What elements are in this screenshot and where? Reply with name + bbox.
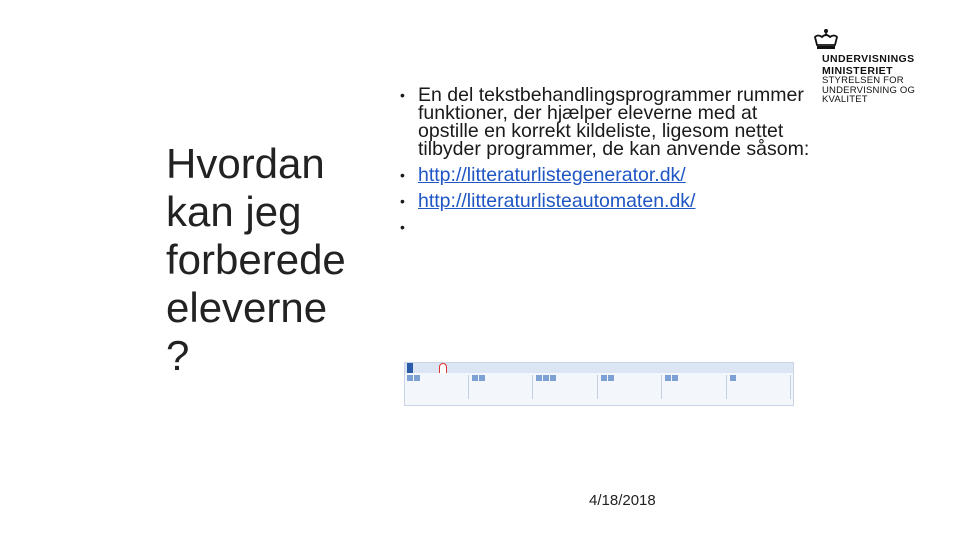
bullet-dot: • bbox=[400, 167, 405, 183]
ribbon-group bbox=[536, 375, 598, 399]
litteraturlisteautomaten-link[interactable]: http://litteraturlisteautomaten.dk/ bbox=[418, 190, 696, 212]
ribbon-groups bbox=[405, 373, 793, 401]
title-line-2: kan jeg bbox=[166, 188, 302, 235]
ministry-logo bbox=[808, 28, 948, 105]
logo-sub-1: STYRELSEN FOR bbox=[822, 75, 904, 86]
bullet-intro bbox=[396, 86, 816, 158]
bullet-dot: • bbox=[400, 87, 405, 103]
title-line-5: ? bbox=[166, 332, 190, 379]
litteraturlistegenerator-link[interactable]: http://litteraturlistegenerator.dk/ bbox=[418, 164, 686, 186]
ribbon-group bbox=[730, 375, 792, 399]
bullet-dot: • bbox=[400, 193, 405, 209]
bullet-link-2 bbox=[396, 192, 816, 210]
logo-line-2: MINISTERIET bbox=[822, 65, 893, 77]
ribbon-group bbox=[665, 375, 727, 399]
ribbon-tab bbox=[431, 363, 437, 373]
bullet-intro-text: En del tekstbehandlingsprogrammer rummer funktioner, der hjælper eleverne med at opstille en korrekt kildeliste, ligesom nettet tilbyder programmer, de kan anvende såsom: bbox=[418, 84, 810, 160]
ribbon-tab bbox=[415, 363, 421, 373]
title-line-4: eleverne bbox=[166, 284, 328, 331]
bullet-empty bbox=[396, 218, 816, 236]
crown-icon bbox=[812, 28, 840, 52]
ribbon-group bbox=[407, 375, 469, 399]
ribbon-tab bbox=[407, 363, 413, 373]
ribbon-tab bbox=[457, 363, 463, 373]
title-line-3: forberede bbox=[166, 236, 346, 283]
bullet-link-1 bbox=[396, 166, 816, 184]
ribbon-tab-active bbox=[439, 363, 447, 373]
ribbon-group bbox=[601, 375, 663, 399]
slide-title bbox=[166, 140, 366, 380]
slide-date: 4/18/2018 bbox=[589, 492, 656, 509]
logo-sub-2: UNDERVISNING OG KVALITET bbox=[822, 84, 916, 105]
bullet-list bbox=[396, 86, 816, 244]
title-line-1: Hvordan bbox=[166, 140, 325, 187]
logo-line-1: UNDERVISNINGS bbox=[822, 53, 915, 65]
ribbon-tab bbox=[423, 363, 429, 373]
ribbon-group-labels bbox=[405, 401, 793, 406]
bullet-dot: • bbox=[400, 219, 405, 235]
ribbon-tab bbox=[449, 363, 455, 373]
word-ribbon-screenshot bbox=[404, 362, 794, 406]
ribbon-tabs bbox=[405, 363, 793, 373]
ribbon-group bbox=[472, 375, 534, 399]
